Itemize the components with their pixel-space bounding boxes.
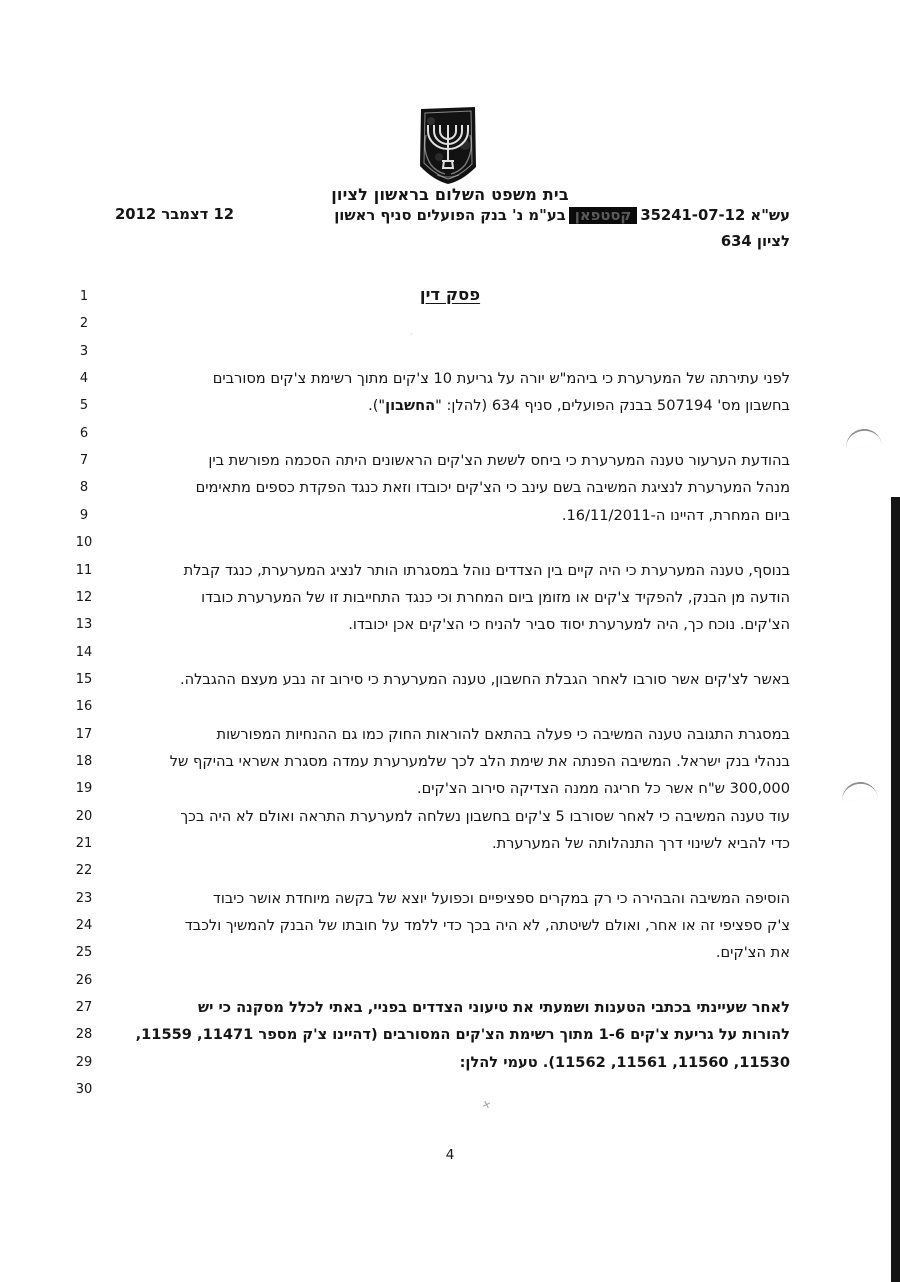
judgment-line-22 bbox=[0, 857, 900, 885]
line-number: 20 bbox=[75, 808, 93, 824]
judgment-line-17 bbox=[0, 721, 900, 749]
page-number: 4 bbox=[445, 1147, 455, 1163]
judgment-line-7 bbox=[0, 447, 900, 475]
line-number: 16 bbox=[75, 699, 93, 715]
line-text: בנהלי בנק ישראל. המשיבה הפנתה את שימת הלב לכך שלמערערת עמדה מסגרת אשראי בהיקף של bbox=[169, 752, 790, 770]
judgment-line-23 bbox=[0, 885, 900, 913]
judgment-title: פסק דין bbox=[419, 285, 481, 304]
line-text: הודעה מן הבנק, להפקיד צ'קים או מזומן ביום המחרת וכי כנגד התחייבות זו של המערערת כובדו bbox=[201, 588, 790, 606]
case-caption-line2: לציון 634 bbox=[720, 233, 790, 250]
judgment-line-4 bbox=[0, 365, 900, 393]
line-text: בנוסף, טענה המערערת כי היה קיים בין הצדדים נוהל במסגרתו הותר לנציג המערערת, כנגד קבלת bbox=[183, 561, 790, 579]
line-text: ביום המחרת, דהיינו ה-16/11/2011. bbox=[561, 506, 790, 524]
court-name: בית משפט השלום בראשון לציון bbox=[331, 185, 569, 204]
line-number: 21 bbox=[75, 836, 93, 851]
line-number: 6 bbox=[79, 425, 89, 441]
judgment-line-16 bbox=[0, 693, 900, 721]
line-number: 27 bbox=[75, 1000, 93, 1016]
line-text: הוסיפה המשיבה והבהירה כי רק במקרים ספציפיים וכפועל יוצא של בקשה מיוחדת אושר כיבוד bbox=[212, 889, 790, 907]
line-number: 5 bbox=[79, 398, 89, 414]
case-number: עש"א 35241-07-12 bbox=[640, 207, 790, 224]
line-number: 1 bbox=[79, 289, 89, 304]
line-number: 19 bbox=[75, 781, 93, 797]
line-number: 28 bbox=[75, 1027, 93, 1043]
line-number: 4 bbox=[79, 371, 89, 387]
hearing-date: 12 דצמבר 2012 bbox=[115, 206, 235, 223]
scan-speck-artifact: · bbox=[408, 329, 414, 340]
judgment-line-15 bbox=[0, 666, 900, 694]
line-number: 9 bbox=[79, 507, 89, 523]
judgment-line-26 bbox=[0, 967, 900, 995]
case-parties: בע"מ נ' בנק הפועלים סניף ראשון bbox=[334, 207, 566, 224]
judgment-line-28 bbox=[0, 1021, 900, 1049]
judgment-line-29 bbox=[0, 1049, 900, 1077]
line-number: 29 bbox=[75, 1054, 93, 1070]
line-number: 26 bbox=[75, 972, 93, 988]
scan-edge-artifact bbox=[891, 497, 900, 1282]
line-text: צ'ק ספציפי זה או אחר, ואולם לשיטתה, לא היה בכך כדי ללמד על חובתו של הבנק להמשיך ולכבד bbox=[184, 917, 790, 935]
line-number: 13 bbox=[75, 617, 93, 633]
judgment-line-5 bbox=[0, 392, 900, 420]
judgment-line-12 bbox=[0, 584, 900, 612]
line-number: 30 bbox=[75, 1082, 93, 1098]
judgment-line-13 bbox=[0, 611, 900, 639]
line-number: 17 bbox=[75, 726, 93, 742]
line-text: במסגרת התגובה טענה המשיבה כי פעלה בהתאם להוראות החוק כמו גם ההנחיות המפורשות bbox=[216, 725, 790, 743]
line-number: 15 bbox=[75, 671, 93, 687]
judgment-line-14 bbox=[0, 639, 900, 667]
judgment-line-27 bbox=[0, 994, 900, 1022]
line-number: 2 bbox=[79, 316, 89, 332]
line-text: בהודעת הערעור טענה המערערת כי ביחס לששת הצ'קים הראשונים היתה הסכמה מפורשת בין bbox=[208, 452, 790, 470]
judgment-line-19 bbox=[0, 775, 900, 803]
line-text: כדי להביא לשינוי דרך התנהלותה של המערערת. bbox=[491, 835, 790, 852]
line-text: הצ'קים. נוכח כך, היה למערערת יסוד סביר להניח כי הצ'קים אכן יכובדו. bbox=[348, 616, 790, 634]
line-number: 10 bbox=[75, 535, 93, 551]
redacted-appellant-name: קסטפאן bbox=[569, 207, 638, 224]
line-text: להורות על גריעת צ'קים 1-6 מתוך רשימת הצ'קים המסורבים (דהיינו צ'ק מספר 11471, 11559, bbox=[135, 1026, 790, 1044]
line-text: לפני עתירתה של המערערת כי ביהמ"ש יורה על גריעת 10 צ'קים מתוך רשימת צ'קים מסורבים bbox=[212, 370, 790, 388]
line-number: 23 bbox=[75, 890, 93, 906]
judgment-line-25 bbox=[0, 939, 900, 967]
judgment-line-24 bbox=[0, 912, 900, 940]
line-text: מנהל המערערת לנציגת המשיבה בשם עינב כי הצ'קים יכובדו וזאת כנגד הפקדת כספים מתאימים bbox=[195, 479, 790, 497]
judgment-line-2 bbox=[0, 310, 900, 338]
scan-speck-artifact: × bbox=[480, 1096, 494, 1113]
israel-state-emblem-icon bbox=[417, 105, 479, 186]
line-text: את הצ'קים. bbox=[715, 944, 790, 962]
line-number: 8 bbox=[79, 480, 89, 496]
judgment-line-18 bbox=[0, 748, 900, 776]
line-text: בחשבון מס' 507194 בבנק הפועלים, סניף 634 (להלן: "החשבון"). bbox=[368, 397, 790, 415]
line-text: עוד טענה המשיבה כי לאחר שסורבו 5 צ'קים בחשבון נשלחה למערערת התראה ואולם לא היה בכך bbox=[180, 807, 790, 825]
judgment-line-1 bbox=[0, 283, 900, 311]
judgment-line-3 bbox=[0, 338, 900, 366]
line-number: 18 bbox=[75, 753, 93, 769]
line-number: 3 bbox=[79, 343, 89, 359]
line-text: 11530, 11560, 11561, 11562). טעמי להלן: bbox=[459, 1053, 790, 1071]
line-text: לאחר שעיינתי בכתבי הטענות ושמעתי את טיעוני הצדדים בפניי, באתי לכלל מסקנה כי יש bbox=[198, 999, 790, 1017]
judgment-line-8 bbox=[0, 474, 900, 502]
line-number: 12 bbox=[75, 589, 93, 605]
line-number: 25 bbox=[75, 945, 93, 961]
line-number: 11 bbox=[75, 562, 93, 578]
judgment-line-6 bbox=[0, 420, 900, 448]
judgment-line-11 bbox=[0, 557, 900, 585]
judgment-line-20 bbox=[0, 803, 900, 831]
judgment-line-10 bbox=[0, 529, 900, 557]
line-number: 7 bbox=[79, 453, 89, 469]
line-number: 24 bbox=[75, 918, 93, 934]
line-text: 300,000 ש"ח אשר כל חריגה ממנה הצדיקה סירוב הצ'קים. bbox=[416, 780, 790, 798]
line-text: באשר לצ'קים אשר סורבו לאחר הגבלת החשבון, טענה המערערת כי סירוב זה נבע מעצם ההגבלה. bbox=[179, 670, 790, 688]
line-number: 14 bbox=[75, 644, 93, 660]
judgment-line-30 bbox=[0, 1076, 900, 1104]
judgment-line-9 bbox=[0, 502, 900, 530]
line-number: 22 bbox=[75, 863, 93, 879]
judgment-line-21 bbox=[0, 830, 900, 858]
